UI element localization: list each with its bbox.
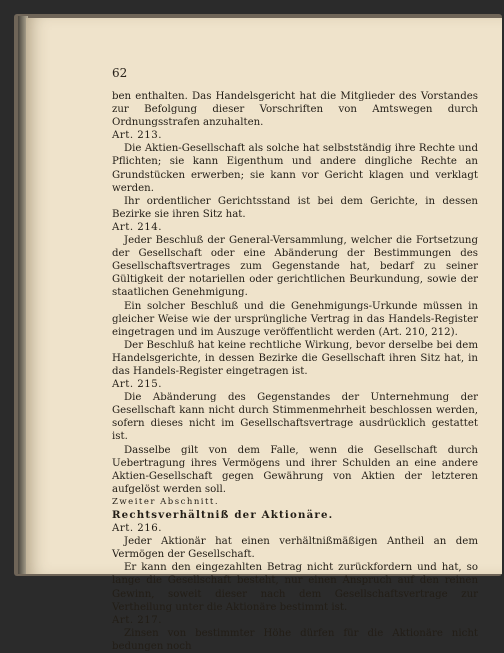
paragraph: Die Aktien-Gesellschaft als solche hat selbstständig ihre Rechte und Pflichten; sie kann Eigenthum und andere dingliche Rechte an Grundstücken erwerben; sie kann vor Gericht klagen und verklagt werden. <box>112 143 478 194</box>
paragraph: Zinsen von bestimmter Höhe dürfen für die Aktionäre nicht bedungen noch <box>112 627 478 652</box>
paragraph: Jeder Aktionär hat einen verhältnißmäßigen Antheil an dem Vermögen der Gesellschaft. <box>112 536 478 561</box>
paragraph: Ihr ordentlicher Gerichtsstand ist bei dem Gerichte, in dessen Bezirke sie ihren Sitz hat. <box>112 195 478 220</box>
page-number: 62 <box>112 66 128 80</box>
paragraph: Der Beschluß hat keine rechtliche Wirkung, bevor derselbe bei dem Handelsgerichte, in dessen Bezirke die Gesellschaft ihren Sitz hat, in das Handels-Register eingetragen ist. <box>112 339 478 377</box>
paragraph: Jeder Beschluß der General-Versammlung, welcher die Fortsetzung der Gesellschaft oder eine Abänderung der Bestimmungen des Gesellschaftsvertrages zum Gegenstande hat, bedarf zu seiner Gültigkeit der notariellen oder gerichtlichen Beurkundung, sowie der staatlichen Genehmigung. <box>112 235 478 299</box>
paragraph: Die Abänderung des Gegenstandes der Unternehmung der Gesellschaft kann nicht durch Stimmenmehrheit beschlossen werden, sofern dieses nicht im Gesellschaftsvertrage ausdrücklich gestattet ist. <box>112 392 478 443</box>
article-heading: Art. 215. <box>112 379 162 391</box>
paragraph: ben enthalten. Das Handelsgericht hat die Mitglieder des Vorstandes zur Befolgung dieser Vorschriften von Amtswegen durch Ordnungsstrafen anzuhalten. <box>112 91 478 129</box>
article-heading: Art. 213. <box>112 130 162 142</box>
page-text-body <box>112 90 478 653</box>
section-title: Rechtsverhältniß der Aktionäre. <box>112 509 334 521</box>
paragraph: Er kann den eingezahlten Betrag nicht zurückfordern und hat, so lange die Gesellschaft besteht, nur einen Anspruch auf den reinen Gewinn, soweit dieser nach dem Gesellschaftsvertrage zur Vertheilung unter die Aktionäre bestimmt ist. <box>112 562 478 613</box>
book-page <box>26 18 502 652</box>
section-label: Zweiter Abschnitt. <box>112 496 220 507</box>
article-heading: Art. 216. <box>112 523 162 535</box>
article-heading: Art. 214. <box>112 221 162 233</box>
article-heading: Art. 217. <box>112 614 162 626</box>
paragraph: Ein solcher Beschluß und die Genehmigungs-Urkunde müssen in gleicher Weise wie der ursprüngliche Vertrag in das Handels-Register eingetragen und im Auszuge veröffentlicht werden (Art. 210, 212). <box>112 300 478 338</box>
paragraph: Dasselbe gilt von dem Falle, wenn die Gesellschaft durch Uebertragung ihres Vermögens und ihrer Schulden an eine andere Aktien-Gesellschaft gegen Gewährung von Aktien der letzteren aufgelöst werden soll. <box>112 444 478 495</box>
